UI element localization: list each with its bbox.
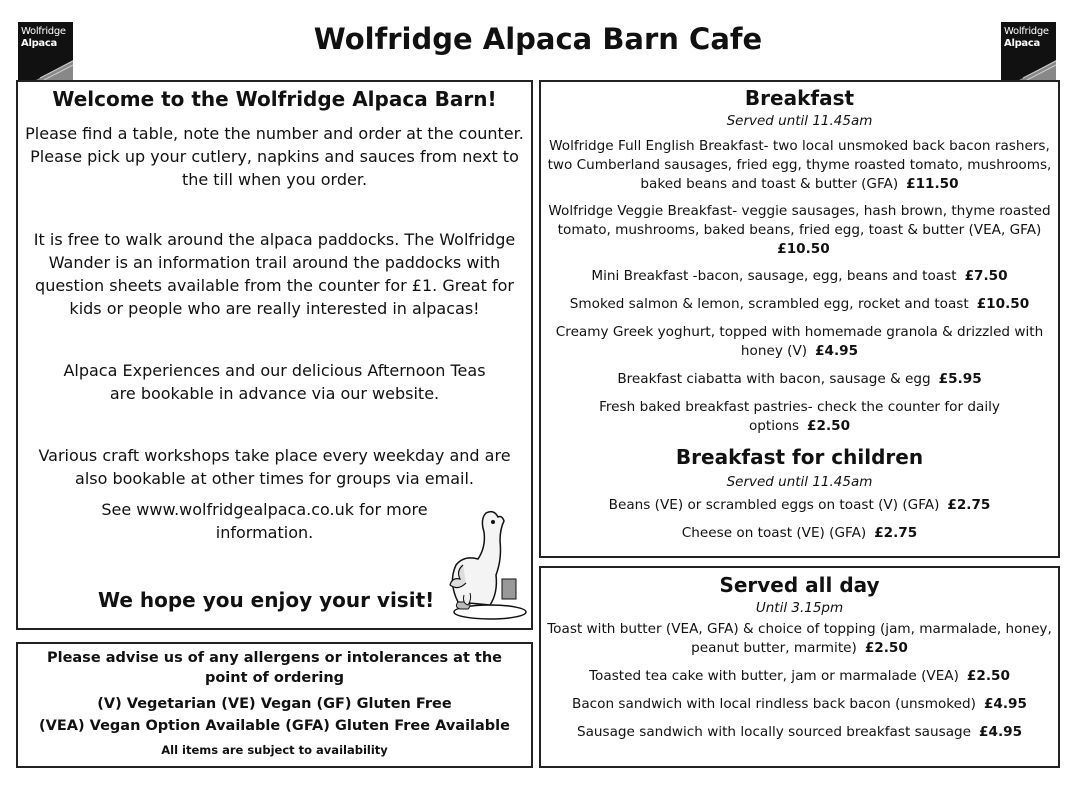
all-day-panel <box>539 566 1060 768</box>
welcome-paragraph-experiences: Alpaca Experiences and our delicious Afternoon Teas are bookable in advance via our website. <box>63 361 486 403</box>
menu-item-price: £2.75 <box>874 525 918 541</box>
breakfast-heading: Breakfast <box>744 86 855 110</box>
menu-item-description: Cheese on toast (VE) (GFA) <box>681 525 867 541</box>
menu-item <box>547 723 1052 742</box>
allergen-key-line1: (V) Vegetarian (VE) Vegan (GF) Gluten Free <box>97 696 452 712</box>
menu-item-description: Mini Breakfast -bacon, sausage, egg, beans and toast <box>591 268 957 284</box>
availability-note: All items are subject to availability <box>161 743 388 757</box>
menu-item-price: £4.95 <box>983 696 1027 712</box>
children-item-list <box>547 496 1052 543</box>
breakfast-panel <box>539 80 1060 558</box>
all-day-item-list <box>547 620 1052 742</box>
welcome-paragraph-workshops: Various craft workshops take place every weekday and are also bookable at other times for groups via email. <box>38 446 511 488</box>
menu-item-description: Fresh baked breakfast pastries- check the counter for daily options <box>599 399 1000 434</box>
menu-item <box>547 667 1052 686</box>
logo-text-line2: Alpaca <box>21 38 57 49</box>
menu-item-price: £4.95 <box>979 724 1023 740</box>
menu-item-description: Toasted tea cake with butter, jam or marmalade (VEA) <box>589 668 959 684</box>
allergen-heading: Please advise us of any allergens or intolerances at the point of ordering <box>46 650 503 686</box>
menu-item-description: Creamy Greek yoghurt, topped with homemade granola & drizzled with honey (V) <box>555 324 1044 359</box>
menu-item-price: £10.50 <box>777 241 830 257</box>
menu-item <box>547 137 1052 194</box>
menu-item <box>547 398 1052 436</box>
menu-item-description: Beans (VE) or scrambled eggs on toast (V) (GFA) <box>608 497 940 513</box>
menu-item <box>547 267 1052 286</box>
welcome-paragraph-order: Please find a table, note the number and order at the counter. Please pick up your cutlery, napkins and sauces from next to the till when you order. <box>25 124 524 189</box>
allergen-panel <box>16 642 533 768</box>
menu-item-price: £4.95 <box>815 343 859 359</box>
menu-item <box>547 202 1052 259</box>
menu-item <box>547 323 1052 361</box>
menu-item-description: Smoked salmon & lemon, scrambled egg, rocket and toast <box>569 296 969 312</box>
welcome-paragraph-website: See www.wolfridgealpaca.co.uk for more information. <box>101 500 428 542</box>
all-day-served-time: Until 3.15pm <box>755 600 844 616</box>
menu-item-price: £2.50 <box>807 418 851 434</box>
menu-item <box>547 620 1052 658</box>
children-served-time: Served until 11.45am <box>726 474 873 490</box>
menu-item-price: £2.50 <box>966 668 1010 684</box>
children-heading: Breakfast for children <box>675 445 924 469</box>
welcome-paragraph-paddocks: It is free to walk around the alpaca paddocks. The Wolfridge Wander is an information trail around the paddocks with question sheets available from the counter for £1. Great for kids or people who are really interested in alpacas! <box>33 230 516 318</box>
menu-item-description: Wolfridge Full English Breakfast- two local unsmoked back bacon rashers, two Cumberland sausages, fried egg, thyme roasted tomato, mushrooms, baked beans and toast & butter (GFA) <box>547 138 1052 192</box>
menu-item-description: Wolfridge Veggie Breakfast- veggie sausages, hash brown, thyme roasted tomato, mushrooms, baked beans, fried egg, toast & butter (VEA, GFA) <box>548 203 1051 238</box>
logo-text-line1: Wolfridge <box>21 26 66 37</box>
menu-item-price: £2.75 <box>947 497 991 513</box>
welcome-panel <box>16 80 533 630</box>
logo-text-line2: Alpaca <box>1004 38 1040 49</box>
menu-item <box>547 524 1052 543</box>
menu-item-description: Bacon sandwich with local rindless back bacon (unsmoked) <box>572 696 976 712</box>
page-title: Wolfridge Alpaca Barn Cafe <box>313 22 763 56</box>
breakfast-item-list <box>547 137 1052 436</box>
menu-item <box>547 295 1052 314</box>
logo-stripes-graphic <box>1001 56 1056 80</box>
menu-item-price: £11.50 <box>906 176 959 192</box>
all-day-heading: Served all day <box>719 573 880 597</box>
breakfast-served-time: Served until 11.45am <box>726 113 873 129</box>
alpaca-illustration <box>438 507 528 622</box>
logo-text-line1: Wolfridge <box>1004 26 1049 37</box>
logo-stripes-graphic <box>18 56 73 80</box>
menu-item-description: Sausage sandwich with locally sourced breakfast sausage <box>576 724 972 740</box>
menu-item-price: £5.95 <box>938 371 982 387</box>
menu-item-price: £10.50 <box>976 296 1030 312</box>
menu-item-description: Breakfast ciabatta with bacon, sausage & egg <box>617 371 931 387</box>
menu-item-price: £7.50 <box>964 268 1008 284</box>
menu-item-price: £2.50 <box>864 640 908 656</box>
welcome-heading: Welcome to the Wolfridge Alpaca Barn! <box>52 87 497 111</box>
menu-item <box>547 370 1052 389</box>
menu-item-description: Toast with butter (VEA, GFA) & choice of topping (jam, marmalade, honey, peanut butter, marmite) <box>547 621 1052 656</box>
menu-item <box>547 695 1052 714</box>
allergen-key-line2: (VEA) Vegan Option Available (GFA) Gluten Free Available <box>39 718 510 734</box>
menu-item <box>547 496 1052 515</box>
welcome-closing: We hope you enjoy your visit! <box>98 588 435 612</box>
